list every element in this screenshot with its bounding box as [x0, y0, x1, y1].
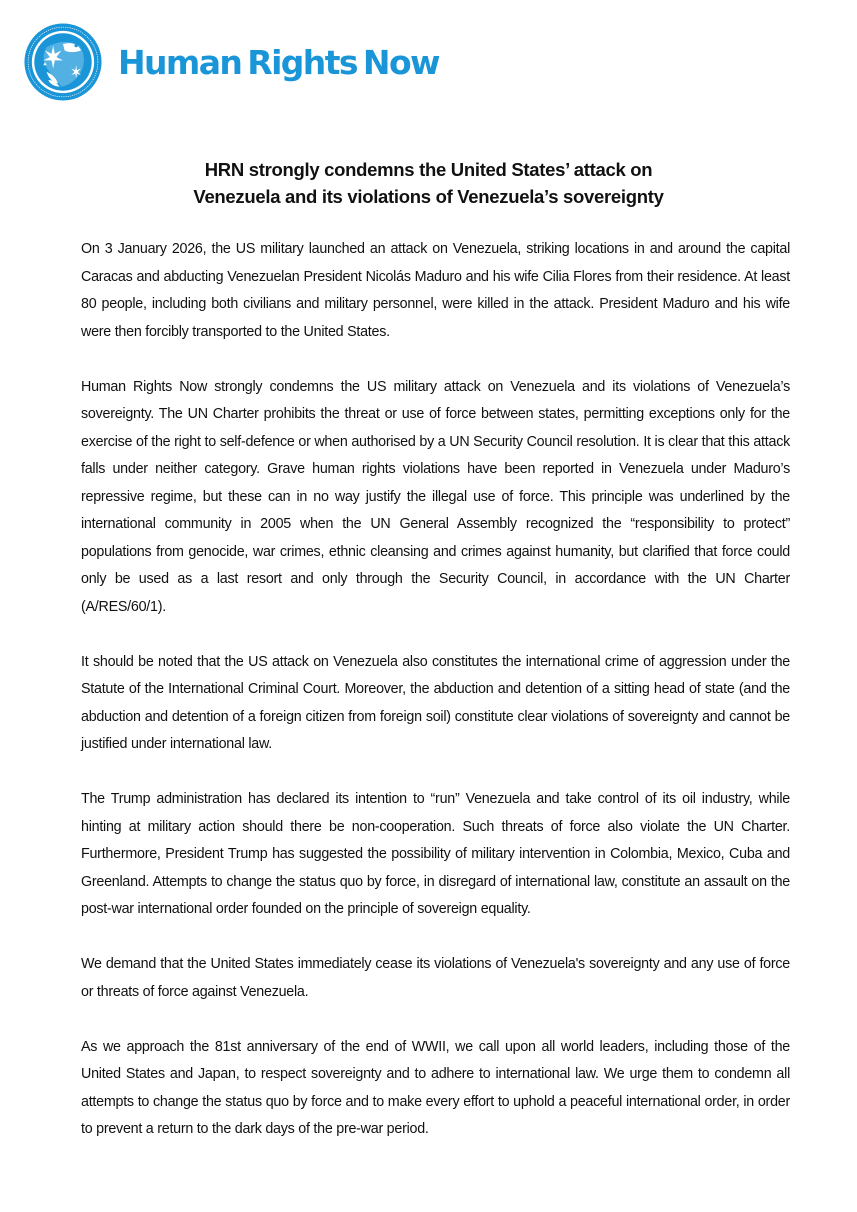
- document-body: [81, 236, 790, 1171]
- hrn-emblem-icon: [22, 21, 104, 103]
- hrn-wordmark: [118, 43, 445, 82]
- paragraph: Human Rights Now strongly condemns the US military attack on Venezuela and its violations of Venezuela’s sovereignty. The UN Charter prohibits the threat or use of force between states, permitting exceptions only for the exercise of the right to self-defence or when authorised by a UN Security Council resolution. It is clear that this attack falls under neither category. Grave human rights violations have been reported in Venezuela under Maduro’s repressive regime, but these can in no way justify the illegal use of force. This principle was underlined by the international community in 2005 when the UN General Assembly recognized the “responsibility to protect” populations from genocide, war crimes, ethnic cleansing and crimes against humanity, but clarified that force could only be used as a last resort and only through the Security Council, in accordance with the UN Charter (A/RES/60/1).: [81, 378, 790, 615]
- wordmark-human: Human: [118, 42, 242, 82]
- wordmark-now: Now: [362, 42, 439, 82]
- document-title: [0, 156, 857, 210]
- paragraph: As we approach the 81st anniversary of the end of WWII, we call upon all world leaders, including those of the United States and Japan, to respect sovereignty and to adhere to international law. We urge them to condemn all attempts to change the status quo by force and to make every effort to uphold a peaceful international order, in order to prevent a return to the dark days of the pre-war period.: [81, 1038, 790, 1137]
- hrn-logo: [22, 20, 445, 104]
- paragraph: We demand that the United States immediately cease its violations of Venezuela's sovereignty and any use of force or threats of force against Venezuela.: [81, 956, 790, 1000]
- paragraph: On 3 January 2026, the US military launched an attack on Venezuela, striking locations in and around the capital Caracas and abducting Venezuelan President Nicolás Maduro and his wife Cilia Flores from their residence. At least 80 people, including both civilians and military personnel, were killed in the attack. President Maduro and his wife were then forcibly transported to the United States.: [81, 241, 790, 340]
- wordmark-rights: Rights: [247, 42, 357, 82]
- paragraph: The Trump administration has declared its intention to “run” Venezuela and take control of its oil industry, while hinting at military action should there be non-cooperation. Such threats of force also violate the UN Charter. Furthermore, President Trump has suggested the possibility of military intervention in Colombia, Mexico, Cuba and Greenland. Attempts to change the status quo by force, in disregard of international law, constitute an assault on the post-war international order founded on the principle of sovereign equality.: [81, 791, 790, 917]
- title-line-1: HRN strongly condemns the United States’ attack on: [204, 159, 653, 180]
- title-line-2: Venezuela and its violations of Venezuela’s sovereignty: [193, 186, 664, 207]
- paragraph: It should be noted that the US attack on Venezuela also constitutes the international crime of aggression under the Statute of the International Criminal Court. Moreover, the abduction and detention of a sitting head of state (and the abduction and detention of a foreign citizen from foreign soil) constitute clear violations of sovereignty and cannot be justified under international law.: [81, 653, 790, 752]
